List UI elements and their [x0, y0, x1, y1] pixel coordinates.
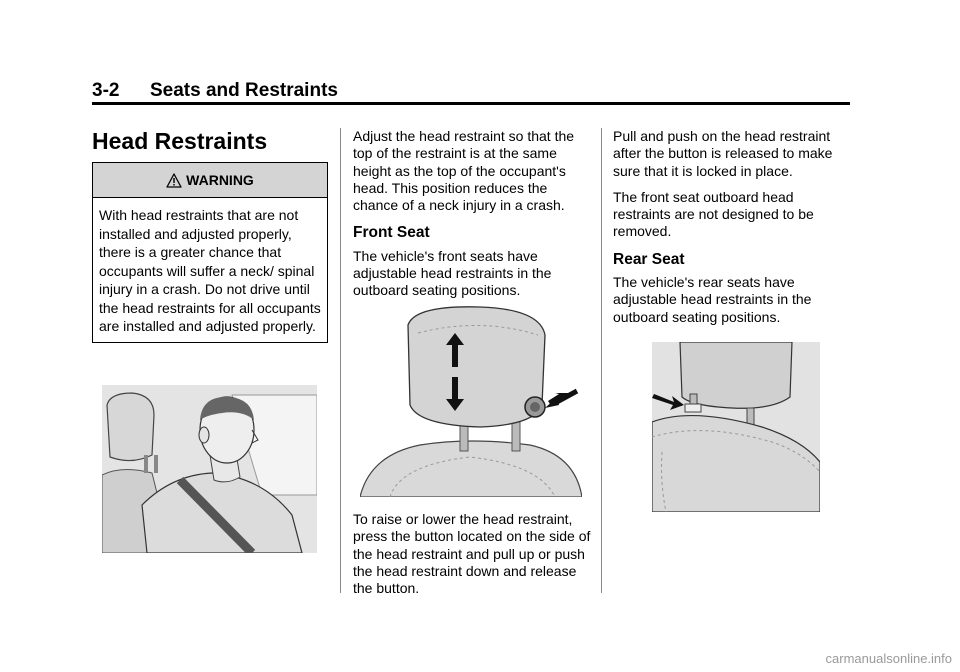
warning-label: WARNING — [186, 172, 254, 188]
pointer-arrow-icon — [545, 391, 578, 408]
page-number: 3-2 — [92, 80, 120, 101]
middle-column-bottom — [353, 511, 591, 606]
occupant-head-restraint-illustration — [102, 385, 317, 553]
column-divider-left — [340, 128, 341, 593]
front-seat-heading: Front Seat — [353, 224, 430, 242]
rear-seat-heading: Rear Seat — [613, 250, 685, 268]
rear-head-restraint-illustration — [652, 342, 820, 512]
section-title: Head Restraints — [92, 128, 268, 154]
front-head-restraint-illustration — [360, 305, 582, 497]
site-watermark: carmanualsonline.info — [825, 651, 952, 666]
warning-box — [92, 162, 328, 343]
warning-header — [93, 163, 327, 198]
middle-column — [353, 128, 591, 309]
warning-text: With head restraints that are not installed and adjusted properly, there is a greater chance that occupants will suffer a neck/ spinal injury in a crash. Do not drive until the head restraints for all occupants are installed and adjusted properly. — [99, 207, 321, 334]
adjust-paragraph: To raise or lower the head restraint, press the button located on the side of the head restraint and pull up or push the head restraint down and release the button. — [353, 511, 591, 597]
header-rule — [92, 102, 850, 105]
intro-paragraph: Adjust the head restraint so that the top of the restraint is at the same height as the top of the occupant's head. This position reduces the chance of a neck injury in a crash. — [353, 128, 575, 214]
removal-paragraph: The front seat outboard head restraints are not designed to be removed. — [613, 188, 814, 240]
rear-seat-paragraph: The vehicle's rear seats have adjustable head restraints in the outboard seating positions. — [613, 274, 812, 325]
column-divider-right — [601, 128, 602, 593]
chapter-title: Seats and Restraints — [150, 80, 338, 101]
front-seat-paragraph: The vehicle's front seats have adjustable head restraints in the outboard seating positions. — [353, 247, 552, 299]
right-column — [613, 128, 849, 335]
warning-triangle-icon — [166, 173, 182, 188]
lock-paragraph: Pull and push on the head restraint after the button is released to make sure that it is locked in place. — [613, 128, 833, 179]
page-header — [92, 80, 338, 102]
